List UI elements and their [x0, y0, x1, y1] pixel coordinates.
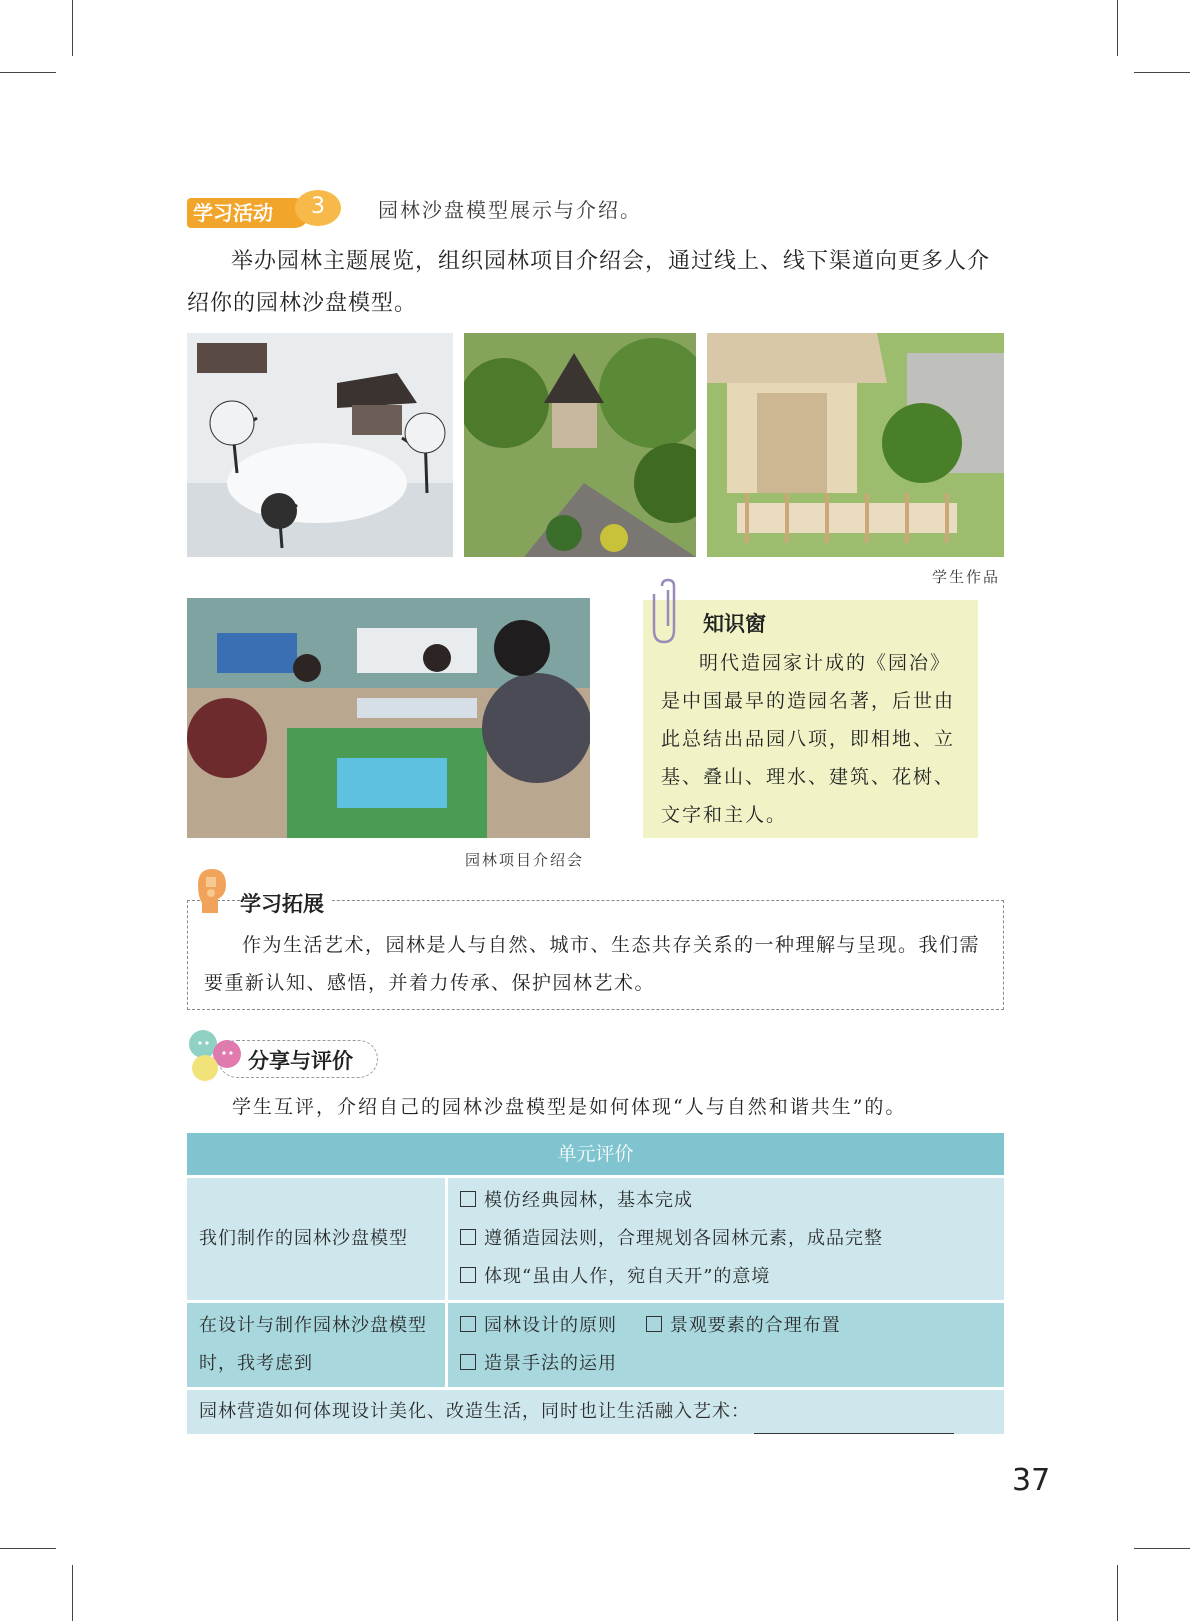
option-item[interactable] [460, 1315, 617, 1336]
share-evaluate-body: 学生互评，介绍自己的园林沙盘模型是如何体现“人与自然和谐共生”的。 [232, 1096, 907, 1118]
activity-title: 园林沙盘模型展示与介绍。 [378, 198, 642, 222]
option-item[interactable] [460, 1220, 992, 1258]
crop-mark [1134, 72, 1190, 73]
option-label: 遵循造园法则，合理规划各园林元素，成品完整 [484, 1228, 883, 1249]
intro-paragraph: 举办园林主题展览，组织园林项目介绍会，通过线上、线下渠道向更多人介绍你的园林沙盘模型。 [187, 249, 991, 316]
evaluation-table-header: 单元评价 [187, 1133, 1004, 1175]
photo-bamboo-house [707, 333, 1004, 557]
checkbox[interactable] [460, 1316, 476, 1332]
option-label: 景观要素的合理布置 [669, 1315, 841, 1336]
learning-extension-title: 学习拓展 [240, 888, 332, 918]
paperclip-icon [650, 578, 690, 648]
photo-pavilion-hill [464, 333, 696, 557]
checkbox[interactable] [460, 1354, 476, 1370]
table-row [187, 1300, 1004, 1387]
crop-mark [72, 1565, 73, 1621]
table-row-options [445, 1178, 1004, 1300]
activity-badge-label: 学习活动 [187, 198, 309, 228]
checkbox[interactable] [460, 1229, 476, 1245]
learning-extension-body: 作为生活艺术，园林是人与自然、城市、生态共存关系的一种理解与呈现。我们需要重新认知、感悟，并着力传承、保护园林艺术。 [204, 934, 981, 994]
photo-snow-garden [187, 333, 453, 557]
table-row [187, 1387, 1004, 1434]
checkbox[interactable] [460, 1191, 476, 1207]
crop-mark [0, 1548, 56, 1549]
option-item[interactable] [646, 1315, 841, 1336]
table-row-label: 我们制作的园林沙盘模型 [187, 1178, 445, 1300]
caption-student-works: 学生作品 [932, 568, 1001, 586]
caption-project-meeting: 园林项目介绍会 [465, 851, 585, 869]
option-label: 造景手法的运用 [484, 1353, 617, 1374]
table-row-options [445, 1303, 1004, 1387]
option-item[interactable] [460, 1258, 992, 1296]
checkbox[interactable] [646, 1316, 662, 1332]
activity-badge-number: 3 [295, 190, 341, 226]
crop-mark [1134, 1548, 1190, 1549]
table-row [187, 1175, 1004, 1300]
option-label: 体现“虽由人作，宛自天开”的意境 [484, 1266, 771, 1287]
knowledge-window-title: 知识窗 [703, 612, 766, 636]
crop-mark [0, 72, 56, 73]
option-label: 园林设计的原则 [484, 1315, 617, 1336]
knowledge-window [643, 600, 978, 838]
option-item[interactable] [460, 1345, 992, 1383]
crop-mark [1117, 1565, 1118, 1621]
option-label: 模仿经典园林，基本完成 [484, 1190, 693, 1211]
table-row-prompt: 园林营造如何体现设计美化、改造生活，同时也让生活融入艺术： [199, 1401, 750, 1422]
activity-badge [187, 190, 352, 230]
page-number: 37 [1012, 1463, 1051, 1498]
crop-mark [72, 0, 73, 56]
answer-blank[interactable] [754, 1411, 954, 1434]
puzzle-head-icon [192, 867, 228, 915]
knowledge-window-body: 明代造园家计成的《园冶》是中国最早的造园名著，后世由此总结出品园八项，即相地、立基、叠山、理水、建筑、花树、文字和主人。 [661, 652, 956, 826]
table-row-label: 在设计与制作园林沙盘模型时，我考虑到 [187, 1303, 445, 1387]
checkbox[interactable] [460, 1267, 476, 1283]
photo-project-meeting [187, 598, 590, 838]
evaluation-table [187, 1133, 1004, 1434]
share-evaluate-title: 分享与评价 [248, 1049, 353, 1073]
option-item[interactable] [460, 1182, 992, 1220]
crop-mark [1117, 0, 1118, 56]
